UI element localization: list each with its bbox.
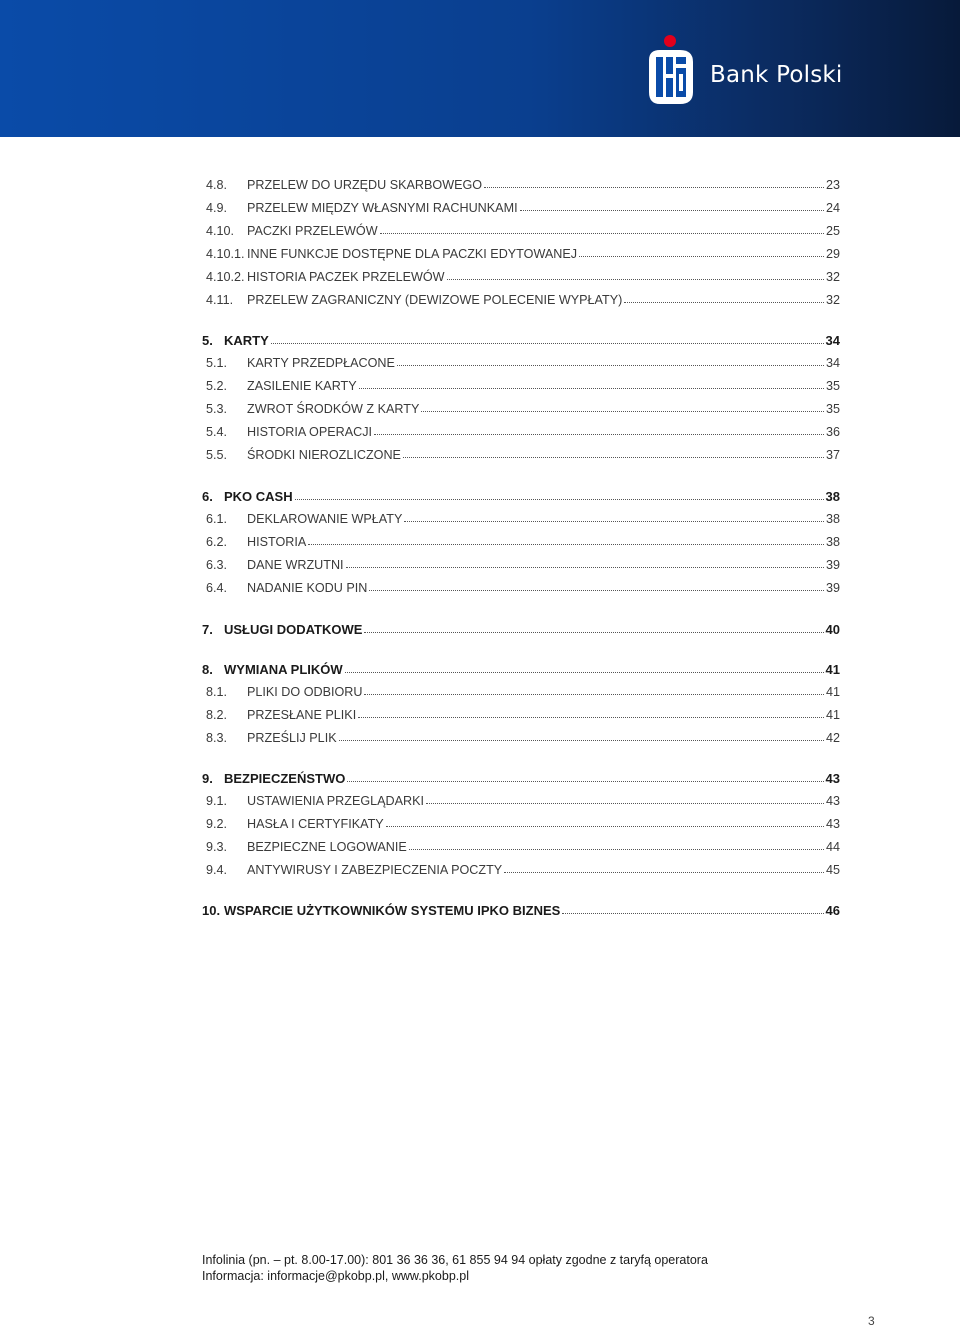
toc-dot-leader: [421, 401, 824, 412]
toc-entry-title: ZASILENIE KARTY: [247, 379, 357, 393]
toc-entry-number: 4.10.2.: [206, 270, 245, 284]
page-number: 3: [868, 1314, 875, 1328]
toc-entry[interactable]: [202, 581, 840, 601]
toc-entry-title: PRZESŁANE PLIKI: [247, 708, 357, 722]
toc-entry[interactable]: [202, 448, 840, 468]
toc-entry-number: 4.8.: [206, 178, 228, 192]
toc-entry[interactable]: [202, 558, 840, 578]
toc-entry-number: 4.10.1.: [206, 247, 245, 261]
toc-dot-leader: [624, 292, 824, 303]
toc-entry-title: HISTORIA PACZEK PRZELEWÓW: [247, 270, 445, 284]
toc-entry-title: BEZPIECZEŃSTWO: [224, 771, 346, 786]
toc-entry[interactable]: [202, 356, 840, 376]
toc-entry-number: 4.9.: [206, 201, 228, 215]
toc-entry-number: 9.: [202, 771, 213, 786]
toc-entry-number: 5.5.: [206, 448, 228, 462]
toc-entry-page: 34: [825, 333, 840, 348]
toc-dot-leader: [579, 246, 824, 257]
toc-entry-number: 9.1.: [206, 794, 228, 808]
toc-entry[interactable]: [202, 685, 840, 705]
toc-entry[interactable]: [202, 863, 840, 883]
toc-dot-leader: [364, 622, 823, 633]
toc-entry-title: HASŁA I CERTYFIKATY: [247, 817, 384, 831]
toc-dot-leader: [346, 557, 824, 568]
toc-entry-page: 43: [825, 794, 840, 808]
toc-dot-leader: [397, 355, 824, 366]
toc-entry-title: PACZKI PRZELEWÓW: [247, 224, 378, 238]
toc-entry[interactable]: [202, 662, 840, 682]
toc-entry-page: 41: [825, 708, 840, 722]
toc-entry-number: 8.: [202, 662, 213, 677]
toc-dot-leader: [358, 707, 824, 718]
toc-dot-leader: [347, 771, 823, 782]
toc-dot-leader: [295, 489, 824, 500]
toc-entry-page: 24: [825, 201, 840, 215]
toc-dot-leader: [403, 447, 824, 458]
toc-entry-page: 46: [825, 903, 840, 918]
toc-dot-leader: [380, 223, 824, 234]
toc-entry-title: PRZELEW ZAGRANICZNY (DEWIZOWE POLECENIE WYPŁATY): [247, 293, 623, 307]
toc-entry-title: PRZELEW MIĘDZY WŁASNYMI RACHUNKAMI: [247, 201, 518, 215]
toc-entry-number: 9.2.: [206, 817, 228, 831]
toc-entry-number: 9.4.: [206, 863, 228, 877]
toc-dot-leader: [271, 333, 824, 344]
toc-dot-leader: [404, 511, 824, 522]
toc-entry-title: HISTORIA: [247, 535, 307, 549]
toc-entry[interactable]: [202, 489, 840, 509]
toc-entry-title: KARTY PRZEDPŁACONE: [247, 356, 395, 370]
brand-name: Bank Polski: [710, 62, 843, 88]
toc-entry-number: 5.2.: [206, 379, 228, 393]
toc-entry[interactable]: [202, 903, 840, 923]
toc-entry[interactable]: [202, 708, 840, 728]
toc-entry[interactable]: [202, 178, 840, 198]
toc-entry-page: 38: [825, 489, 840, 504]
toc-entry-page: 35: [825, 402, 840, 416]
toc-entry-page: 37: [825, 448, 840, 462]
footer-contact: [202, 1252, 708, 1284]
toc-entry-title: DANE WRZUTNI: [247, 558, 344, 572]
toc-entry[interactable]: [202, 512, 840, 532]
toc-entry-title: BEZPIECZNE LOGOWANIE: [247, 840, 407, 854]
toc-entry-page: 41: [825, 662, 840, 677]
toc-entry-number: 6.: [202, 489, 213, 504]
toc-entry-title: NADANIE KODU PIN: [247, 581, 368, 595]
footer-hotline: Infolinia (pn. – pt. 8.00-17.00): 801 36 36 36, 61 855 94 94 opłaty zgodne z taryfą operatora: [202, 1253, 708, 1267]
pko-logo-icon: [646, 34, 698, 106]
toc-entry-title: INNE FUNKCJE DOSTĘPNE DLA PACZKI EDYTOWANEJ: [247, 247, 578, 261]
toc-entry-number: 7.: [202, 622, 213, 637]
toc-entry-title: DEKLAROWANIE WPŁATY: [247, 512, 403, 526]
toc-entry-number: 8.1.: [206, 685, 228, 699]
toc-entry-page: 40: [825, 622, 840, 637]
toc-dot-leader: [426, 793, 824, 804]
toc-entry-page: 36: [825, 425, 840, 439]
toc-entry-title: PRZELEW DO URZĘDU SKARBOWEGO: [247, 178, 483, 192]
footer-email: Informacja: informacje@pkobp.pl, www.pkobp.pl: [202, 1269, 469, 1283]
toc-entry[interactable]: [202, 794, 840, 814]
toc-entry-title: ZWROT ŚRODKÓW Z KARTY: [247, 402, 420, 416]
toc-entry[interactable]: [202, 731, 840, 751]
toc-entry-page: 45: [825, 863, 840, 877]
toc-entry[interactable]: [202, 840, 840, 860]
toc-dot-leader: [374, 424, 824, 435]
toc-entry[interactable]: [202, 247, 840, 267]
toc-entry-page: 32: [825, 293, 840, 307]
toc-dot-leader: [504, 862, 824, 873]
toc-entry-page: 38: [825, 535, 840, 549]
toc-entry-title: USTAWIENIA PRZEGLĄDARKI: [247, 794, 425, 808]
toc-entry-page: 43: [825, 771, 840, 786]
brand-logo[interactable]: [646, 34, 846, 108]
toc-entry-page: 32: [825, 270, 840, 284]
toc-entry-number: 6.3.: [206, 558, 228, 572]
toc-entry-page: 39: [825, 558, 840, 572]
toc-entry-title: ANTYWIRUSY I ZABEZPIECZENIA POCZTY: [247, 863, 503, 877]
toc-entry[interactable]: [202, 333, 840, 353]
toc-entry[interactable]: [202, 535, 840, 555]
toc-entry[interactable]: [202, 293, 840, 313]
toc-entry[interactable]: [202, 817, 840, 837]
toc-dot-leader: [369, 580, 824, 591]
toc-entry-page: 34: [825, 356, 840, 370]
toc-dot-leader: [308, 534, 824, 545]
toc-dot-leader: [364, 684, 824, 695]
toc-entry-number: 4.10.: [206, 224, 235, 238]
toc-entry-title: WYMIANA PLIKÓW: [224, 662, 343, 677]
toc-entry-number: 9.3.: [206, 840, 228, 854]
toc-dot-leader: [409, 839, 824, 850]
toc-entry-title: HISTORIA OPERACJI: [247, 425, 373, 439]
toc-entry-page: 35: [825, 379, 840, 393]
toc-entry-page: 42: [825, 731, 840, 745]
toc-entry-number: 5.1.: [206, 356, 228, 370]
toc-entry-page: 29: [825, 247, 840, 261]
toc-entry-page: 38: [825, 512, 840, 526]
toc-entry-title: ŚRODKI NIEROZLICZONE: [247, 448, 401, 462]
toc-entry-title: KARTY: [224, 333, 269, 348]
toc-entry-number: 6.2.: [206, 535, 228, 549]
toc-dot-leader: [520, 200, 824, 211]
toc-entry[interactable]: [202, 224, 840, 244]
toc-entry[interactable]: [202, 771, 840, 791]
toc-entry-number: 4.11.: [206, 293, 234, 307]
toc-dot-leader: [345, 662, 824, 673]
toc-entry-page: 44: [825, 840, 840, 854]
page-header: [0, 0, 960, 137]
toc-dot-leader: [447, 269, 824, 280]
toc-entry-title: PKO CASH: [224, 489, 293, 504]
toc-entry-page: 43: [825, 817, 840, 831]
toc-dot-leader: [386, 816, 824, 827]
toc-entry[interactable]: [202, 425, 840, 445]
toc-entry-page: 39: [825, 581, 840, 595]
toc-entry[interactable]: [202, 402, 840, 422]
toc-entry-number: 5.4.: [206, 425, 228, 439]
toc-entry-title: PLIKI DO ODBIORU: [247, 685, 363, 699]
toc-entry-title: WSPARCIE UŻYTKOWNIKÓW SYSTEMU IPKO BIZNES: [224, 903, 561, 918]
toc-dot-leader: [359, 378, 824, 389]
toc-entry[interactable]: [202, 379, 840, 399]
toc-entry[interactable]: [202, 270, 840, 290]
toc-dot-leader: [339, 730, 824, 741]
toc-entry-title: USŁUGI DODATKOWE: [224, 622, 363, 637]
toc-entry-number: 8.2.: [206, 708, 228, 722]
toc-entry-page: 25: [825, 224, 840, 238]
toc-entry-number: 6.1.: [206, 512, 228, 526]
toc-entry-number: 6.4.: [206, 581, 228, 595]
toc-entry-page: 41: [825, 685, 840, 699]
toc-entry-number: 5.3.: [206, 402, 228, 416]
toc-entry-number: 5.: [202, 333, 213, 348]
toc-entry-title: PRZEŚLIJ PLIK: [247, 731, 337, 745]
toc-entry-number: 8.3.: [206, 731, 228, 745]
toc-dot-leader: [562, 903, 823, 914]
toc-entry[interactable]: [202, 201, 840, 221]
toc-dot-leader: [484, 177, 824, 188]
toc-entry[interactable]: [202, 622, 840, 642]
toc-entry-number: 10.: [202, 903, 221, 918]
toc-entry-page: 23: [825, 178, 840, 192]
